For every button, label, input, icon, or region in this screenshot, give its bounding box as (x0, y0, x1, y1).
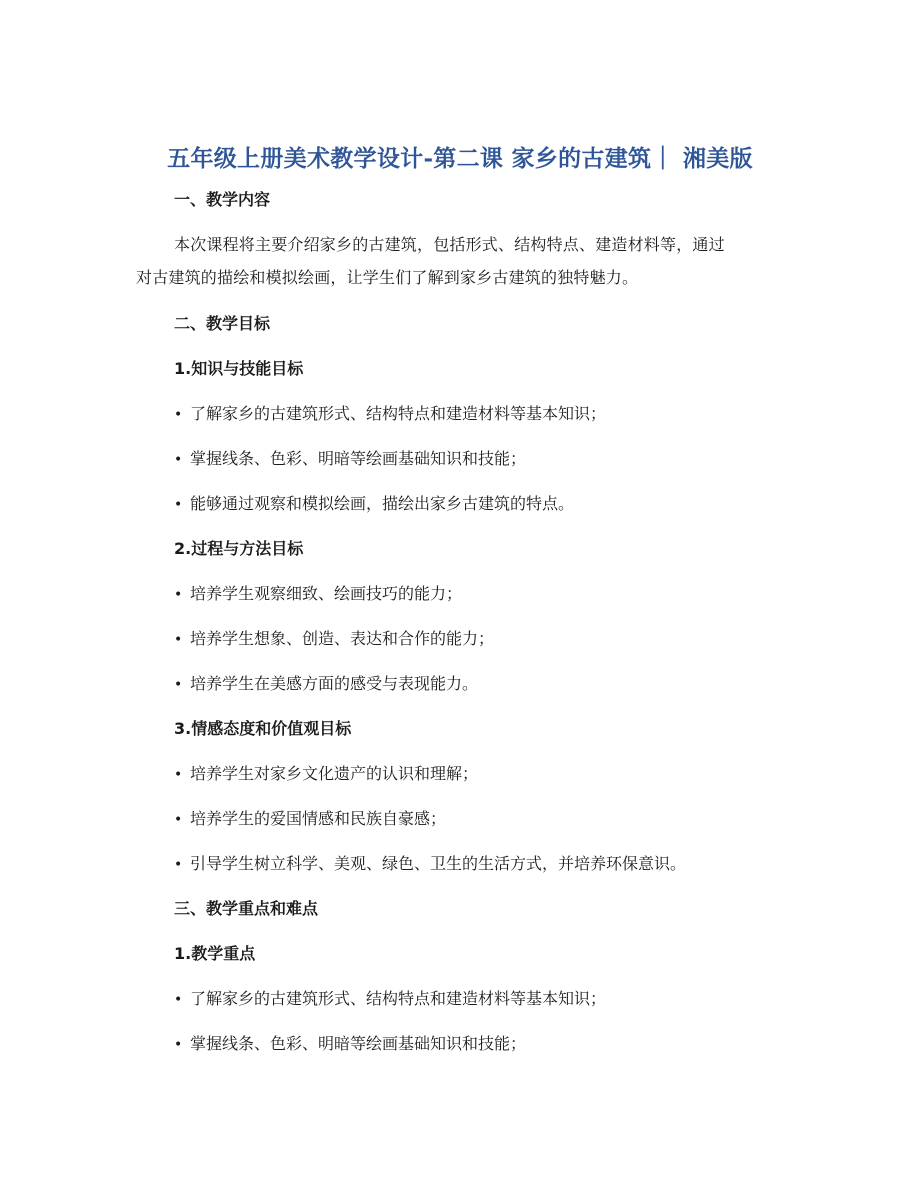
list-item: • 了解家乡的古建筑形式、结构特点和建造材料等基本知识； (174, 403, 606, 426)
bullet-icon: • (174, 1037, 183, 1053)
subheading-knowledge-skills: 1.知识与技能目标 (174, 359, 304, 378)
section-heading-content: 一、教学内容 (174, 190, 271, 209)
list-item: • 能够通过观察和模拟绘画，描绘出家乡古建筑的特点。 (174, 493, 574, 516)
bullet-icon: • (174, 857, 183, 873)
bullet-icon: • (174, 767, 183, 783)
list-item: • 掌握线条、色彩、明暗等绘画基础知识和技能； (174, 1033, 526, 1056)
bullet-icon: • (174, 497, 183, 513)
list-item: • 培养学生想象、创造、表达和合作的能力； (174, 628, 494, 651)
list-item: • 培养学生在美感方面的感受与表现能力。 (174, 673, 478, 696)
list-item: • 培养学生的爱国情感和民族自豪感； (174, 808, 446, 831)
list-item: • 掌握线条、色彩、明暗等绘画基础知识和技能； (174, 448, 526, 471)
list-item: • 培养学生对家乡文化遗产的认识和理解； (174, 763, 478, 786)
bullet-icon: • (174, 587, 183, 603)
section-heading-key-points: 三、教学重点和难点 (174, 899, 319, 918)
list-item: • 引导学生树立科学、美观、绿色、卫生的生活方式，并培养环保意识。 (174, 853, 686, 876)
subheading-process-method: 2.过程与方法目标 (174, 539, 304, 558)
paragraph-line: 对古建筑的描绘和模拟绘画，让学生们了解到家乡古建筑的独特魅力。 (136, 268, 639, 287)
subheading-attitude-values: 3.情感态度和价值观目标 (174, 719, 352, 738)
bullet-icon: • (174, 677, 183, 693)
list-item: • 培养学生观察细致、绘画技巧的能力； (174, 583, 462, 606)
bullet-icon: • (174, 407, 183, 423)
list-item: • 了解家乡的古建筑形式、结构特点和建造材料等基本知识； (174, 988, 606, 1011)
document-title: 五年级上册美术教学设计-第二课 家乡的古建筑｜ 湘美版 (167, 145, 753, 172)
subheading-key-points: 1.教学重点 (174, 944, 256, 963)
bullet-icon: • (174, 632, 183, 648)
bullet-icon: • (174, 992, 183, 1008)
paragraph-line: 本次课程将主要介绍家乡的古建筑，包括形式、结构特点、建造材料等，通过 (174, 235, 725, 254)
section-heading-goals: 二、教学目标 (174, 314, 271, 333)
bullet-icon: • (174, 452, 183, 468)
bullet-icon: • (174, 812, 183, 828)
